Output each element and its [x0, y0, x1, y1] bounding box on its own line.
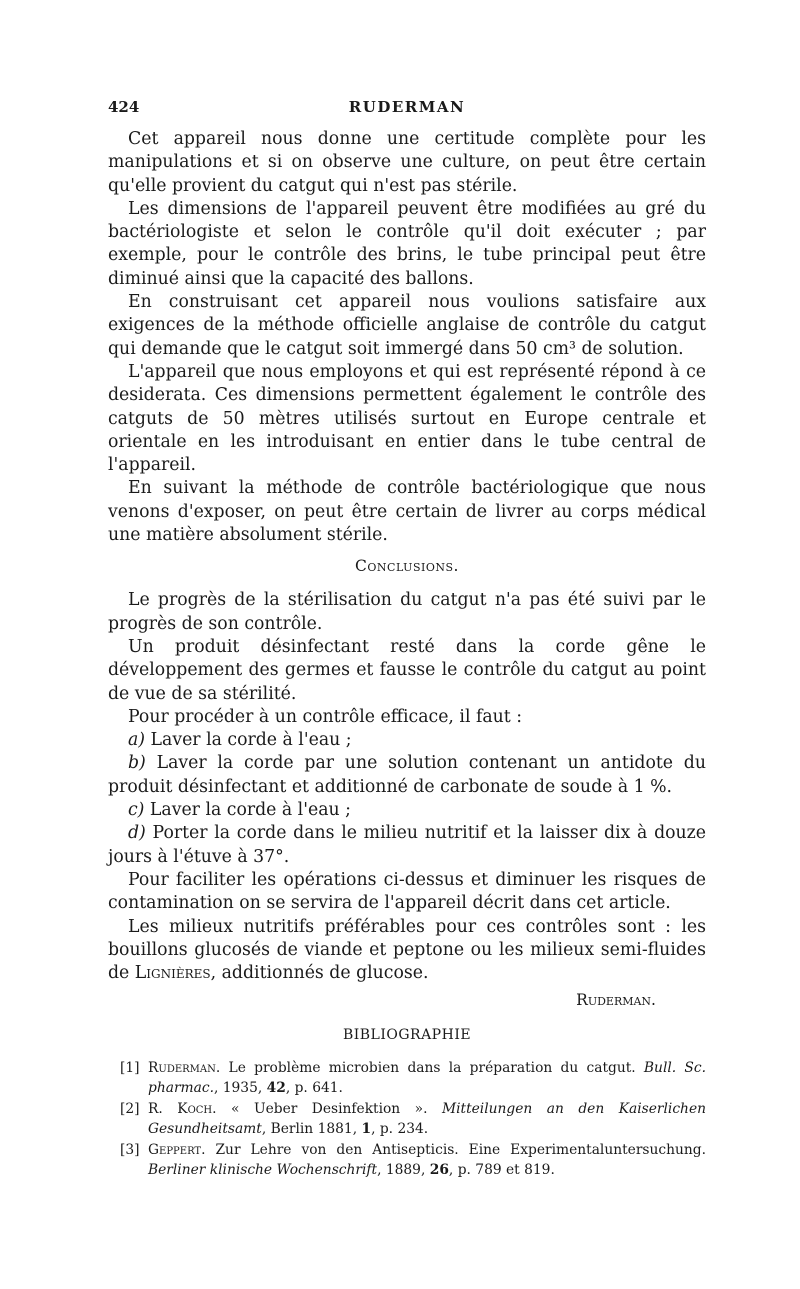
paragraph: Les dimensions de l'appareil peuvent être modifiées au gré du bactériologiste et selon le contrôle qu'il doit exécuter ; par exemple, pour le contrôle des brins, le tube principal peut être diminué ainsi que la capacité des ballons. — [108, 198, 706, 289]
reference-author: R. Koch. — [148, 1101, 217, 1118]
reference-year: , Berlin 1881, — [261, 1120, 362, 1137]
reference-author: Ruderman. — [148, 1060, 221, 1077]
reference-pages: , p. 641. — [285, 1079, 343, 1096]
page-content — [108, 98, 706, 1182]
reference-text: Zur Lehre von den Antisepticis. Eine Experimentaluntersuchung. — [205, 1142, 706, 1159]
list-text: Laver la corde à l'eau ; — [145, 730, 352, 751]
running-head: RUDERMAN — [348, 98, 466, 116]
reference-pages: , p. 234. — [371, 1120, 429, 1137]
paragraph: Pour procéder à un contrôle efficace, il faut : — [128, 706, 523, 727]
paragraph: Le progrès de la stérilisation du catgut n'a pas été suivi par le progrès de son contrôle. — [108, 590, 706, 634]
author-signature: Ruderman. — [576, 991, 656, 1010]
paragraph: Cet appareil nous donne une certitude complète pour les manipulations et si on observe une culture, on peut être certain qu'elle provient du catgut qui n'est pas stérile. — [108, 129, 706, 196]
reference-number: [2] — [120, 1101, 140, 1118]
paragraph: En construisant cet appareil nous voulions satisfaire aux exigences de la méthode officielle anglaise de contrôle du catgut qui demande que le catgut soit immergé dans 50 cm³ de solution. — [108, 292, 706, 359]
reference-journal: Bull. Sc. pharmac. — [148, 1060, 706, 1096]
paragraph-text: , additionnés de glucose. — [210, 963, 429, 984]
reference-item — [108, 1141, 706, 1180]
list-letter: b) — [128, 753, 146, 774]
page-header — [108, 98, 706, 128]
reference-journal: Berliner klinische Wochenschrift — [148, 1161, 378, 1178]
list-text: Laver la corde à l'eau ; — [144, 800, 351, 821]
bibliography-list — [108, 1059, 706, 1180]
article-body — [108, 128, 706, 1009]
paragraph: En suivant la méthode de contrôle bactériologique que nous venons d'exposer, on peut être certain de livrer au corps médical une matière absolument stérile. — [108, 478, 706, 546]
paragraph — [108, 916, 706, 986]
reference-item — [108, 1100, 706, 1139]
reference-volume: 42 — [266, 1079, 286, 1096]
reference-item — [108, 1059, 706, 1098]
reference-number: [1] — [120, 1060, 140, 1077]
reference-year: , 1935, — [213, 1079, 267, 1096]
list-letter: d) — [128, 823, 146, 844]
list-text: Laver la corde par une solution contenant un antidote du produit désinfectant et additionné de carbonate de soude à 1 %. — [108, 753, 706, 797]
bibliography-title: BIBLIOGRAPHIE — [342, 1027, 472, 1044]
paragraph: Un produit désinfectant resté dans la corde gêne le développement des germes et fausse le contrôle du catgut au point de vue de sa stérilité. — [108, 636, 706, 704]
reference-pages: , p. 789 et 819. — [448, 1161, 555, 1178]
paragraph-text: Les milieux nutritifs préférables pour ces contrôles sont : les bouillons glucosés de viande et peptone ou les milieux semi-fluides de — [108, 916, 706, 984]
paragraph: L'appareil que nous employons et qui est représenté répond à ce desiderata. Ces dimensions permettent également le contrôle des catguts de 50 mètres utilisés surtout en Europe centrale et orientale en les introduisant en entier dans le tube central de l'appareil. — [108, 361, 706, 476]
page-number: 424 — [108, 98, 140, 116]
reference-volume: 26 — [429, 1161, 449, 1178]
list-item — [108, 822, 706, 869]
list-item — [108, 752, 706, 799]
reference-text: Le problème microbien dans la préparation du catgut. — [220, 1060, 644, 1077]
list-letter: c) — [128, 800, 145, 821]
reference-volume: 1 — [361, 1120, 372, 1137]
reference-year: , 1889, — [377, 1161, 430, 1178]
reference-author: Geppert. — [148, 1142, 206, 1159]
reference-number: [3] — [120, 1142, 140, 1159]
list-letter: a) — [128, 730, 146, 751]
author-name: Lignières — [134, 963, 211, 984]
paragraph: Pour faciliter les opérations ci-dessus et diminuer les risques de contamination on se servira de l'appareil décrit dans cet article. — [108, 869, 706, 914]
reference-text: « Ueber Desinfektion ». — [216, 1101, 442, 1118]
list-item — [108, 799, 706, 822]
list-item — [108, 729, 706, 752]
section-title-conclusions: Conclusions. — [355, 557, 459, 576]
list-text: Porter la corde dans le milieu nutritif et la laisser dix à douze jours à l'étuve à 37°. — [108, 823, 706, 867]
reference-journal: Mitteilungen an den Kaiserlichen Gesundheitsamt — [148, 1101, 706, 1137]
